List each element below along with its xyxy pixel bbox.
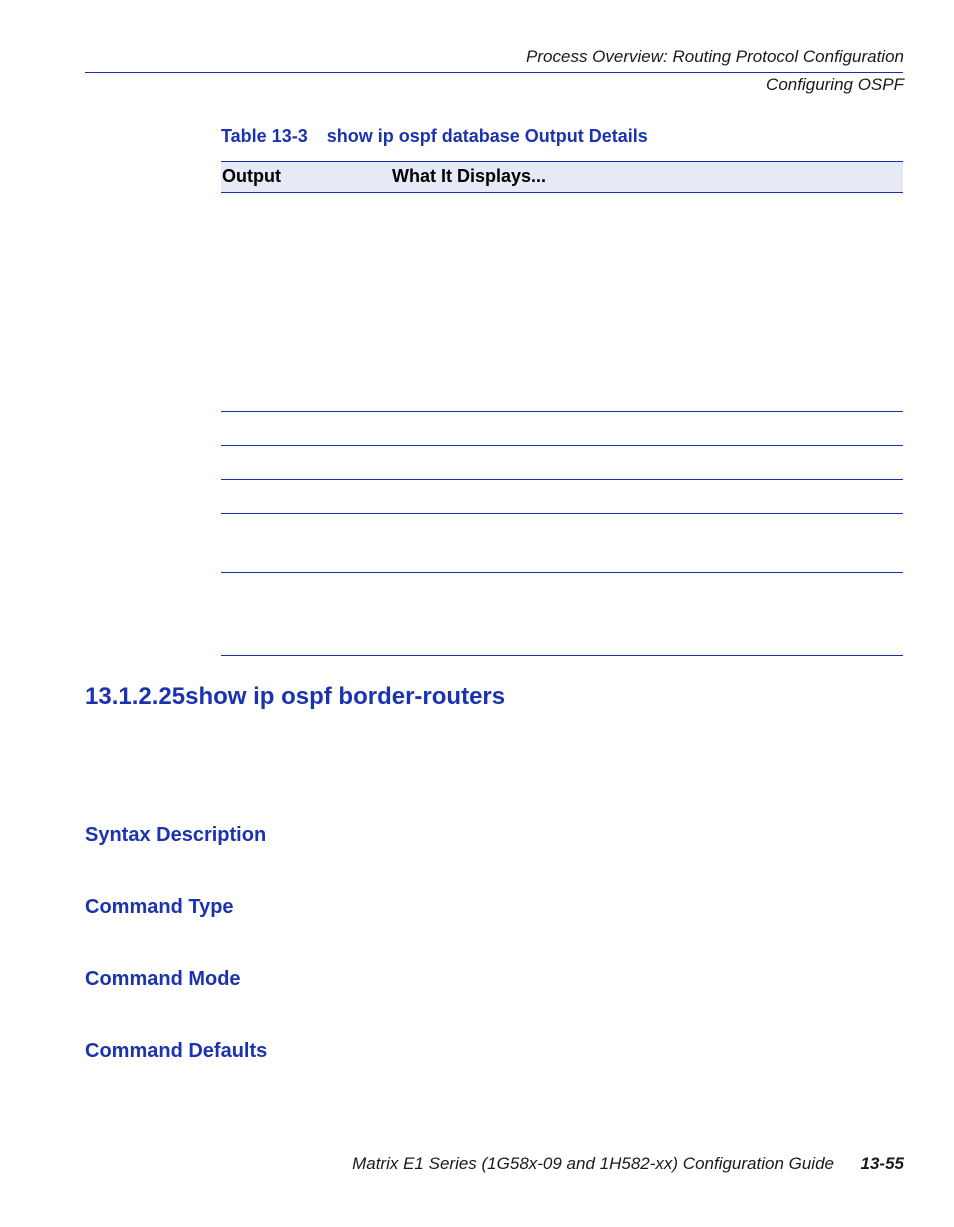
table-row-divider [221,445,903,446]
table-header-row [221,161,903,193]
table-title: show ip ospf database Output Details [326,126,648,146]
column-header-output: Output [222,166,281,186]
footer-page-number: 13-55 [860,1154,904,1173]
table-bottom-rule [221,655,903,656]
subheading-command-defaults: Command Defaults [85,1040,268,1062]
footer-guide-title: Matrix E1 Series (1G58x-09 and 1H582-xx) Configuration Guide [352,1154,834,1173]
subheading-command-type: Command Type [85,896,234,918]
table-row-divider [221,572,903,573]
header-rule [85,72,903,73]
subheading-syntax-description: Syntax Description [85,824,267,846]
subheading-command-mode: Command Mode [85,968,241,990]
column-header-what-it-displays: What It Displays... [392,166,547,186]
running-header-section: Configuring OSPF [766,75,904,94]
section-heading: 13.1.2.25show ip ospf border-routers [85,683,506,710]
table-caption [221,126,648,147]
table-number: Table 13-3 [221,126,308,146]
table-row-divider [221,479,903,480]
table-row-divider [221,513,903,514]
table-row-divider [221,411,903,412]
running-header-chapter: Process Overview: Routing Protocol Configuration [526,47,904,66]
